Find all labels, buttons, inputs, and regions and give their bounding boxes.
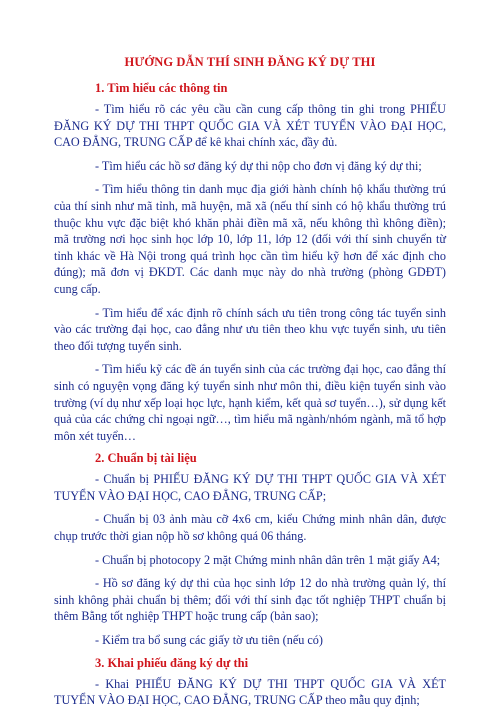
section-1 — [54, 81, 446, 444]
paragraph: - Tìm hiểu rõ các yêu cầu cần cung cấp thông tin ghi trong PHIẾU ĐĂNG KÝ DỰ THI THPT QUỐC GIA VÀ XÉT TUYỂN VÀO ĐẠI HỌC, CAO ĐẲNG, TRUNG CẤP để kê khai chính xác, đầy đủ. — [54, 102, 446, 150]
paragraph: - Hồ sơ đăng ký dự thi của học sinh lớp 12 do nhà trường quản lý, thí sinh không phải chuẩn bị thêm; đối với thí sinh đạc tốt nghiệp THPT chuẩn bị thêm Bằng tốt nghiệp THPT hoặc trung cấp (bản sao); — [54, 576, 446, 624]
paragraph: - Tìm hiểu thông tin danh mục địa giới hành chính hộ khẩu thường trú của thí sinh như mã tỉnh, mã huyện, mã xã (nếu thí sinh có hộ khẩu thường trú thuộc khu vực đặc biệt khó khăn phải điền mã xã, nếu không thì không điền); mã trường nơi học sinh học lớp 10, lớp 11, lớp 12 (đối với thí sinh chuyển từ tỉnh khác về Hà Nội trong quá trình học cần tìm hiểu kỹ hơn để xác định cho đúng); mã đơn vị ĐKDT. Các danh mục này do nhà trường (phòng GDĐT) cung cấp. — [54, 182, 446, 296]
paragraph: - Tìm hiểu các hồ sơ đăng ký dự thi nộp cho đơn vị đăng ký dự thi; — [95, 158, 422, 173]
section-heading: 1. Tìm hiểu các thông tin — [95, 81, 228, 95]
paragraph: - Tìm hiểu kỹ các đề án tuyển sinh của các trường đại học, cao đẳng thí sinh có nguyện vọng đăng ký tuyển sinh như môn thi, điều kiện tuyển sinh vào trường (ví dụ như xếp loại học lực, hạnh kiểm, kết quả sơ tuyển…), sử dụng kết quả của các chứng chỉ ngoại ngữ…, tìm hiểu mã ngành/nhóm ngành, mã tổ hợp môn xét tuyển… — [54, 362, 446, 443]
section-heading: 3. Khai phiếu đăng ký dự thi — [95, 655, 249, 670]
section-2 — [54, 451, 446, 648]
paragraph: - Khai PHIẾU ĐĂNG KÝ DỰ THI THPT QUỐC GIA VÀ XÉT TUYỂN VÀO ĐẠI HỌC, CAO ĐẲNG, TRUNG CẤP theo mẫu quy định; — [54, 676, 446, 708]
paragraph: - Chuẩn bị PHIẾU ĐĂNG KÝ DỰ THI THPT QUỐC GIA VÀ XÉT TUYỂN VÀO ĐẠI HỌC, CAO ĐẲNG, TRUNG CẤP; — [54, 472, 446, 503]
paragraph: - Tìm hiểu để xác định rõ chính sách ưu tiên trong công tác tuyển sinh vào các trường đại học, cao đẳng như ưu tiên theo khu vực tuyển sinh, ưu tiên theo đối tượng tuyển sinh. — [54, 305, 446, 353]
paragraph: - Kiểm tra bổ sung các giấy tờ ưu tiên (nếu có) — [95, 633, 323, 648]
document-title: HƯỚNG DẪN THÍ SINH ĐĂNG KÝ DỰ THI — [124, 55, 376, 69]
paragraph: - Chuẩn bị 03 ảnh màu cỡ 4x6 cm, kiểu Chứng minh nhân dân, được chụp trước thời gian nộp hồ sơ không quá 06 tháng. — [54, 512, 446, 544]
paragraph: - Chuẩn bị photocopy 2 mặt Chứng minh nhân dân trên 1 mặt giấy A4; — [95, 552, 441, 567]
section-heading: 2. Chuẩn bị tài liệu — [95, 451, 197, 466]
section-3 — [54, 656, 446, 709]
